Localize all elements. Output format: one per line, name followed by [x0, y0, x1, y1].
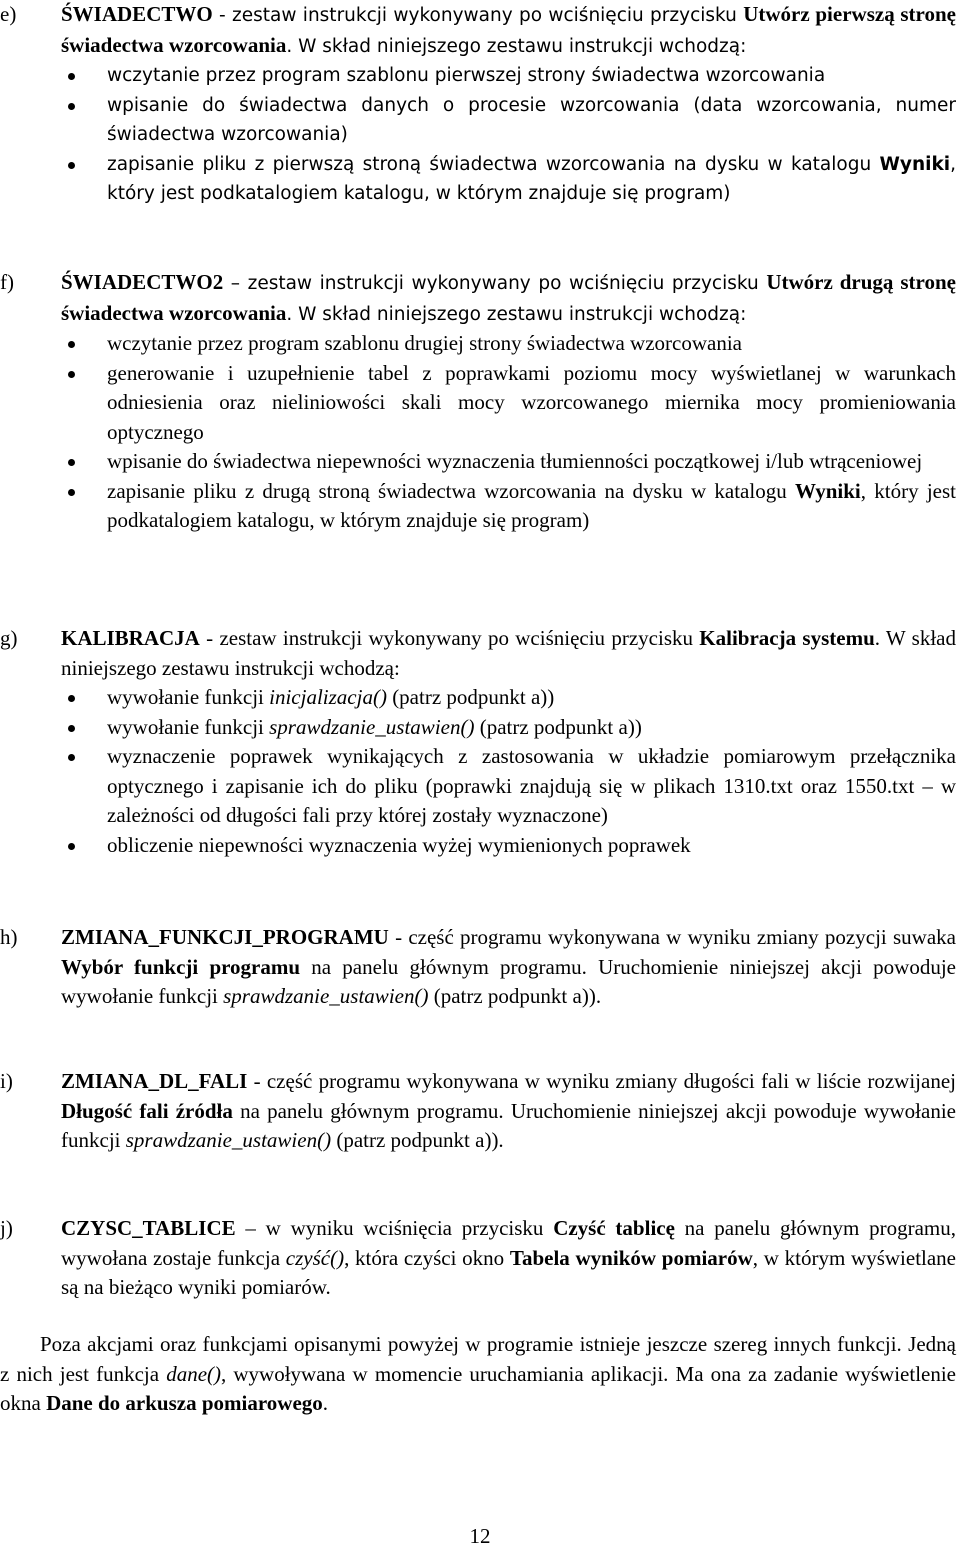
function-name: sprawdzanie_ustawien() [223, 984, 429, 1008]
bullet-item: wyznaczenie poprawek wynikających z zastosowania w układzie pomiarowym przełącznika optycznego i zapisanie ich do pliku (poprawki znajdują się w plikach 1310.txt oraz 1550.txt – w zależności od długości fali przy której zostały wyznaczone) [61, 742, 956, 831]
button-name: Kalibracja systemu [699, 626, 875, 650]
list-item-f [0, 268, 956, 536]
bullet-icon [68, 73, 75, 80]
intro-text: – zestaw instrukcji wykonywany po wciśnięciu przycisku [223, 273, 767, 294]
bullet-icon [68, 843, 75, 850]
bullet-icon [68, 754, 75, 761]
after-text: . W skład niniejszego zestawu instrukcji wchodzą: [286, 303, 747, 325]
action-name: CZYSC_TABLICE [61, 1216, 236, 1240]
item-label: j) [0, 1216, 13, 1240]
bullet-item: wywołanie funkcji inicjalizacja() (patrz podpunkt a)) [61, 683, 956, 713]
list-item-i [0, 1067, 956, 1156]
button-name: Utwórz pierwszą stronę świadectwa wzorcowania [61, 2, 956, 57]
action-name: ŚWIADECTWO [61, 2, 213, 26]
item-label: f) [0, 270, 14, 294]
page-number: 12 [469, 1524, 491, 1548]
after-text: . W skład niniejszego zestawu instrukcji wchodzą: [61, 626, 956, 680]
list-item-g [0, 624, 956, 860]
function-name: sprawdzanie_ustawien() [269, 714, 475, 739]
after-text: . W skład niniejszego zestawu instrukcji wchodzą: [286, 35, 747, 57]
item-label: i) [0, 1069, 13, 1093]
bullet-list [61, 683, 956, 860]
item-label: e) [0, 2, 17, 26]
item-body [61, 268, 956, 536]
bullet-item: obliczenie niepewności wyznaczenia wyżej wymienionych poprawek [61, 831, 956, 861]
bullet-item: generowanie i uzupełnienie tabel z poprawkami poziomu mocy wyświetlanej w warunkach odniesienia oraz nieliniowości skali mocy wzorcowanego miernika mocy promieniowania optycznego [61, 359, 956, 448]
intro-text: - zestaw instrukcji wykonywany po wciśnięciu przycisku [212, 5, 744, 26]
item-text: ZMIANA_FUNKCJI_PROGRAMU - część programu wykonywana w wyniku zmiany pozycji suwaka Wybór funkcji programu na panelu głównym programu. Uruchomienie niniejszej akcji powoduje wywołanie funkcji sprawdzanie_ustawien() (patrz podpunkt a)). [61, 925, 956, 1008]
item-body [61, 1214, 956, 1303]
bullet-icon [68, 371, 75, 378]
item-body [61, 624, 956, 860]
function-name: czyść() [285, 1245, 345, 1270]
bullet-icon [68, 103, 75, 110]
bullet-item: wczytanie przez program szablonu drugiej strony świadectwa wzorcowania [61, 329, 956, 359]
item-label: h) [0, 925, 18, 949]
bullet-icon [68, 725, 75, 732]
intro-text: - zestaw instrukcji wykonywany po wciśnięciu przycisku [199, 626, 700, 650]
item-body [61, 0, 956, 209]
bullet-item: zapisanie pliku z drugą stroną świadectwa wzorcowania na dysku w katalogu Wyniki, który jest podkatalogiem katalogu, w którym znajduje się program) [61, 477, 956, 536]
item-intro [61, 624, 956, 683]
item-intro [61, 268, 956, 329]
function-name: dane() [166, 1361, 221, 1386]
function-name: sprawdzanie_ustawien() [125, 1128, 332, 1152]
bullet-icon [68, 489, 75, 496]
action-name: ŚWIADECTWO2 [61, 270, 224, 294]
bullet-icon [68, 459, 75, 466]
button-name: Utwórz drugą stronę świadectwa wzorcowania [61, 270, 956, 325]
action-name: ZMIANA_FUNKCJI_PROGRAMU [61, 925, 389, 949]
bullet-item: wczytanie przez program szablonu pierwszej strony świadectwa wzorcowania [61, 61, 956, 91]
list-item-e [0, 0, 956, 209]
item-label: g) [0, 626, 18, 650]
list-item-j [0, 1214, 956, 1303]
bullet-item: wywołanie funkcji sprawdzanie_ustawien() (patrz podpunkt a)) [61, 713, 956, 743]
bullet-item: zapisanie pliku z pierwszą stroną świadectwa wzorcowania na dysku w katalogu Wyniki, który jest podkatalogiem katalogu, w którym znajduje się program) [61, 150, 956, 209]
bullet-item: wpisanie do świadectwa niepewności wyznaczenia tłumienności początkowej i/lub wtrąceniowej [61, 447, 956, 477]
bullet-icon [68, 341, 75, 348]
list-item-h [0, 923, 956, 1012]
bullet-list [61, 329, 956, 536]
item-text: ZMIANA_DL_FALI - część programu wykonywana w wyniku zmiany długości fali w liście rozwijanej Długość fali źródła na panelu głównym programu. Uruchomienie niniejszej akcji powoduje wywołanie funkcji sprawdzanie_ustawien() (patrz podpunkt a)). [61, 1069, 956, 1152]
bullet-icon [68, 695, 75, 702]
bullet-item: wpisanie do świadectwa danych o procesie wzorcowania (data wzorcowania, numer świadectwa wzorcowania) [61, 91, 956, 150]
item-intro [61, 0, 956, 61]
action-name: KALIBRACJA [61, 626, 200, 650]
function-name: inicjalizacja() [269, 685, 387, 709]
bullet-icon [68, 162, 75, 169]
item-body [61, 923, 956, 1012]
bullet-list [61, 61, 956, 209]
action-name: ZMIANA_DL_FALI [61, 1069, 248, 1093]
item-text: CZYSC_TABLICE – w wyniku wciśnięcia przycisku Czyść tablicę na panelu głównym programu, wywołana zostaje funkcja czyść(), która czyści okno Tabela wyników pomiarów, w którym wyświetlane są na bieżąco wyniki pomiarów. [61, 1216, 957, 1299]
item-body [61, 1067, 956, 1156]
closing-paragraph: Poza akcjami oraz funkcjami opisanymi powyżej w programie istnieje jeszcze szereg innych funkcji. Jedną z nich jest funkcja dane(), wywoływana w momencie uruchamiania aplikacji. Ma ona za zadanie wyświetlenie okna Dane do arkusza pomiarowego. [0, 1332, 957, 1415]
